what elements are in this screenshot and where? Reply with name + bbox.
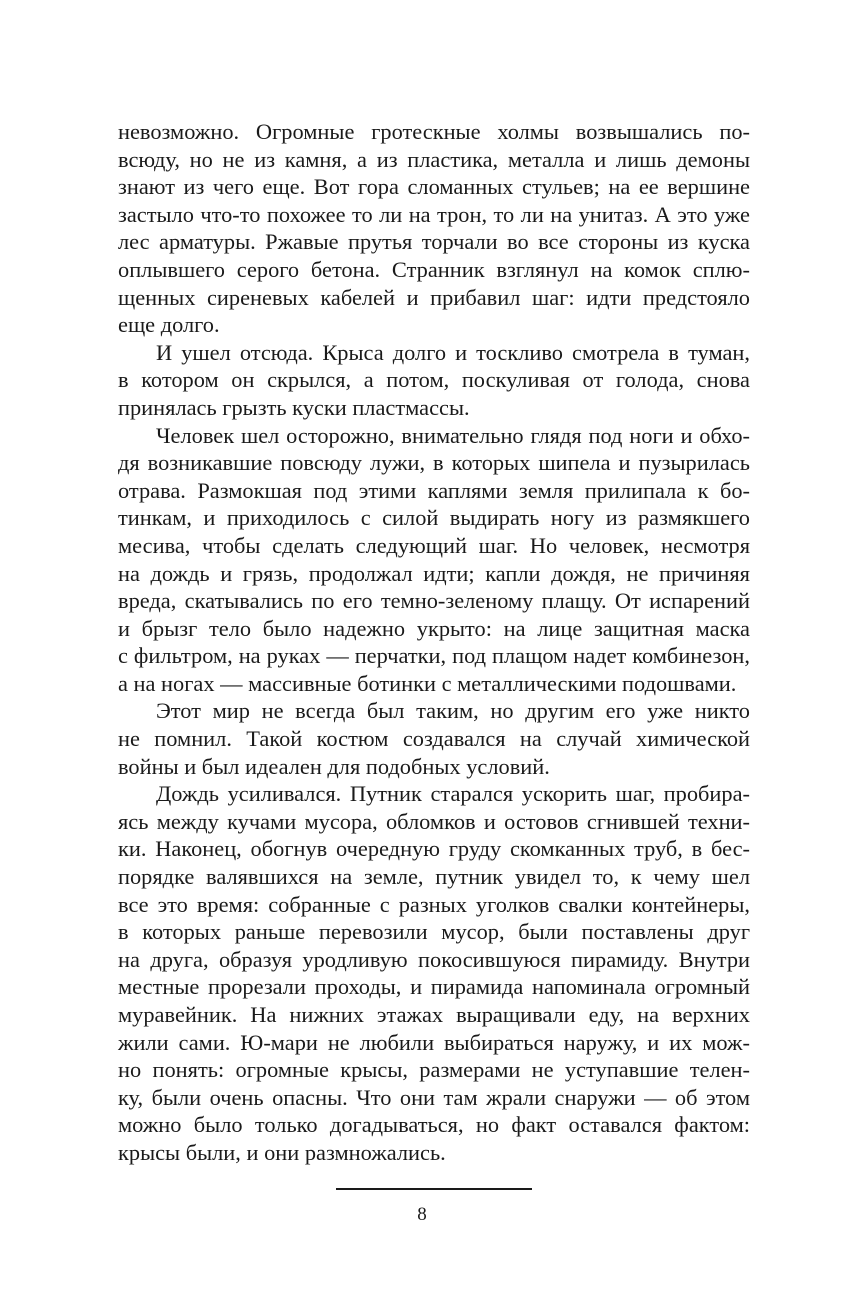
text-line: принялась грызть куски пластмассы. (118, 394, 470, 420)
text-line: порядке валявшихся на земле, путник увидел то, к чему шел (118, 864, 750, 890)
text-line: ки. Наконец, обогнув очередную груду скомканных труб, в бес- (118, 836, 750, 862)
text-line: ку, были очень опасны. Что они там жрали снаружи — об этом (118, 1084, 750, 1110)
text-line: а на ногах — массивные ботинки с металлическими подошвами. (118, 670, 737, 696)
page-number: 8 (417, 1204, 427, 1225)
text-line: щенных сиреневых кабелей и прибавил шаг: идти предстояло (118, 284, 750, 310)
text-line: в которых раньше перевозили мусор, были поставлены друг (118, 919, 750, 945)
text-line: застыло что-то похожее то ли на трон, то ли на унитаз. А это уже (118, 201, 750, 227)
body-text (118, 118, 750, 1167)
text-line: Этот мир не всегда был таким, но другим его уже никто (156, 698, 750, 724)
paragraph (118, 118, 750, 339)
text-line: можно было только догадываться, но факт оставался фактом: (118, 1112, 750, 1138)
text-line: на дождь и грязь, продолжал идти; капли дождя, не причиняя (118, 560, 750, 586)
text-line: на друга, образуя уродливую покосившуюся пирамиду. Внутри (118, 946, 750, 972)
paragraph (118, 697, 750, 780)
text-line: оплывшего серого бетона. Странник взглянул на комок сплю- (118, 256, 750, 282)
text-line: Человек шел осторожно, внимательно глядя под ноги и обхо- (156, 422, 750, 448)
text-line: но понять: огромные крысы, размерами не уступавшие телен- (118, 1057, 750, 1083)
text-line: Дождь усиливался. Путник старался ускорить шаг, пробира- (156, 781, 750, 807)
paragraph (118, 339, 750, 422)
paragraph (118, 422, 750, 698)
text-line: местные прорезали проходы, и пирамида напоминала огромный (118, 974, 750, 1000)
text-line: крысы были, и они размножались. (118, 1139, 446, 1165)
text-line: И ушел отсюда. Крыса долго и тоскливо смотрела в туман, (156, 339, 750, 365)
footer-rule (336, 1188, 532, 1190)
text-line: и брызг тело было надежно укрыто: на лице защитная маска (118, 615, 750, 641)
text-line: знают из чего еще. Вот гора сломанных стульев; на ее вершине (118, 174, 750, 200)
text-line: с фильтром, на руках — перчатки, под плащом надет комбинезон, (118, 643, 750, 669)
text-line: вреда, скатывались по его темно-зеленому плащу. От испарений (118, 588, 750, 614)
text-line: лес арматуры. Ржавые прутья торчали во все стороны из куска (118, 229, 750, 255)
text-line: тинкам, и приходилось с силой выдирать ногу из размякшего (118, 505, 750, 531)
paragraph (118, 780, 750, 1166)
text-line: еще долго. (118, 312, 220, 338)
text-line: жили сами. Ю-мари не любили выбираться наружу, и их мож- (118, 1029, 750, 1055)
text-line: муравейник. На нижних этажах выращивали еду, на верхних (118, 1002, 750, 1027)
text-line: в котором он скрылся, а потом, поскуливая от голода, снова (118, 367, 750, 393)
text-line: всюду, но не из камня, а из пластика, металла и лишь демоны (118, 146, 750, 172)
text-line: все это время: собранные с разных уголков свалки контейнеры, (118, 891, 750, 917)
text-line: отрава. Размокшая под этими каплями земля прилипала к бо- (118, 477, 750, 503)
text-line: войны и был идеален для подобных условий. (118, 753, 550, 779)
text-line: дя возникавшие повсюду лужи, в которых шипела и пузырилась (118, 450, 750, 476)
text-line: ясь между кучами мусора, обломков и остовов сгнившей техни- (118, 808, 750, 834)
text-line: месива, чтобы сделать следующий шаг. Но человек, несмотря (118, 532, 750, 558)
text-line: невозможно. Огромные гротескные холмы возвышались по- (118, 119, 750, 144)
text-line: не помнил. Такой костюм создавался на случай химической (118, 726, 750, 752)
